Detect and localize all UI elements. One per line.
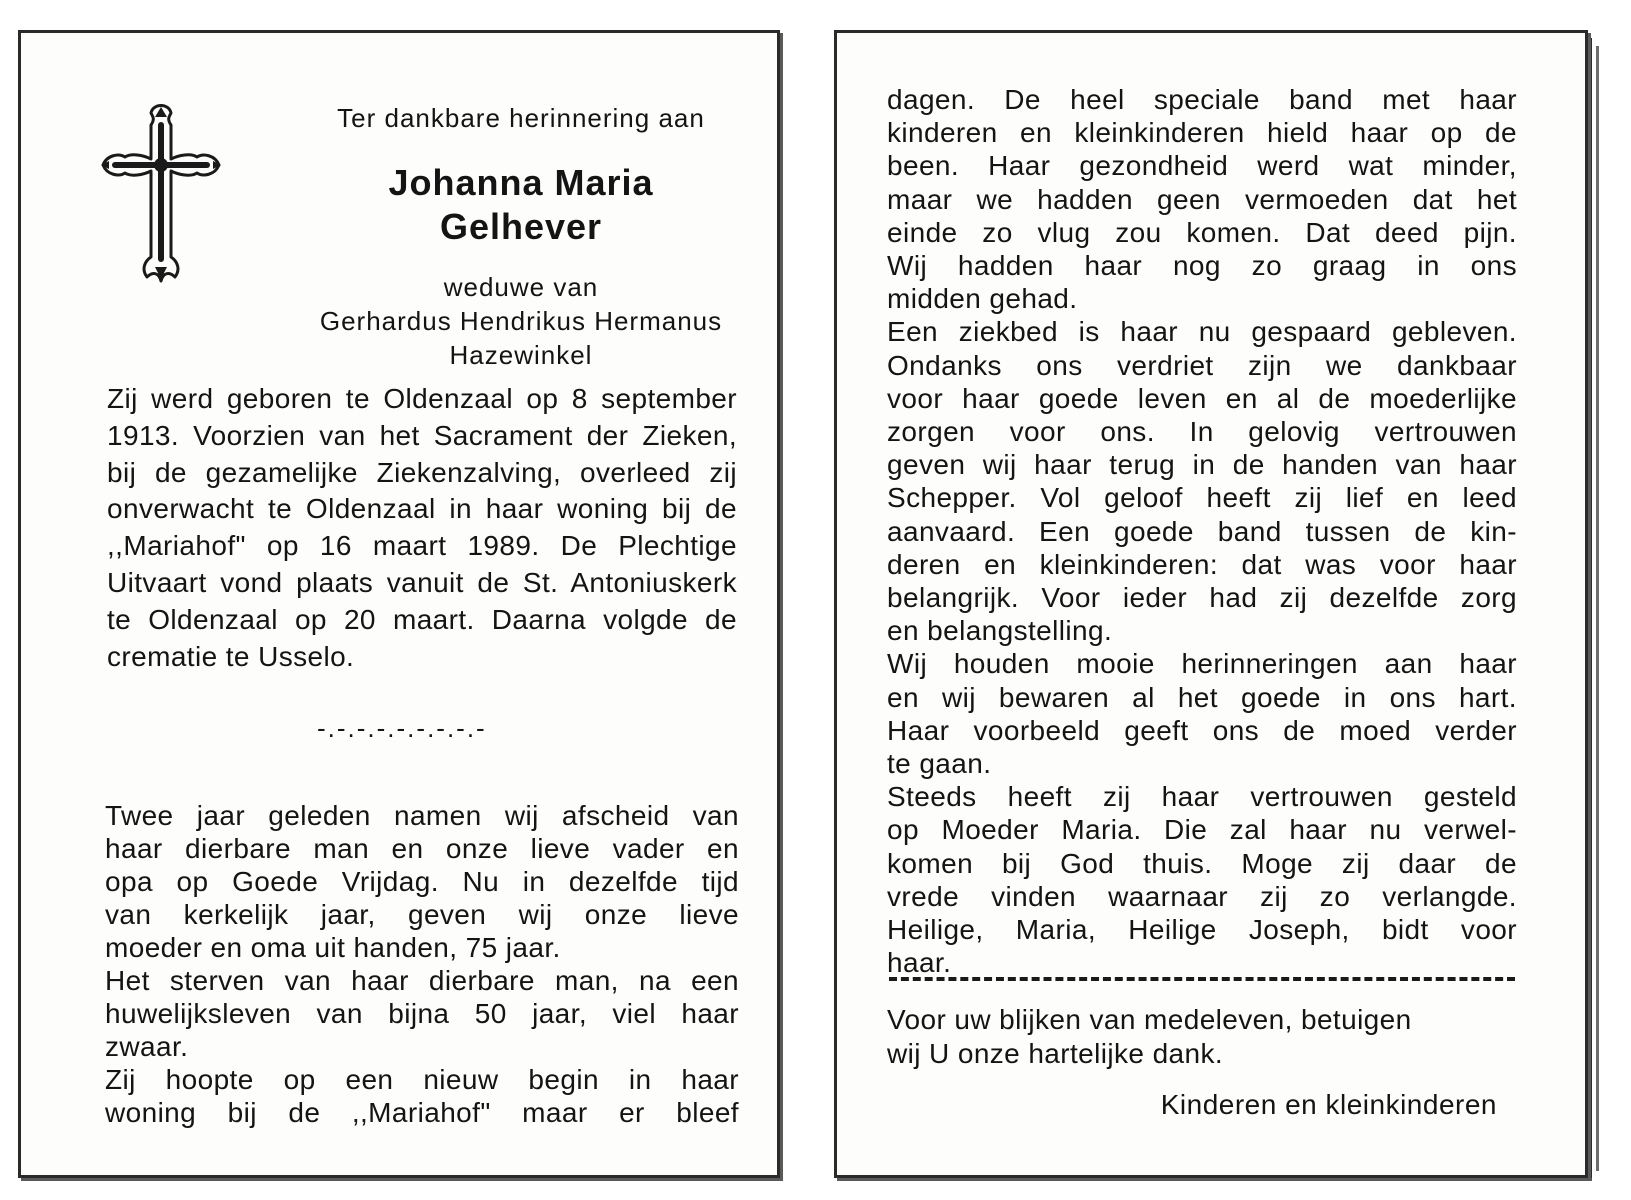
text-line: woning bij de ,,Mariahof" maar er bleef bbox=[105, 1097, 739, 1128]
text-line: op Moeder Maria. Die zal haar nu verwel- bbox=[887, 814, 1517, 846]
text-line: komen bij God thuis. Moge zij daar de bbox=[887, 847, 1517, 879]
text-line: Schepper. Vol geloof heeft zij lief en leed bbox=[887, 482, 1517, 514]
remembrance-text bbox=[887, 83, 1517, 979]
text-line: Wij houden mooie herinneringen aan haar bbox=[887, 648, 1517, 680]
text-line: midden gehad. bbox=[887, 283, 1078, 315]
story-paragraph bbox=[105, 799, 739, 1129]
text-line: en wij bewaren al het goede in ons hart. bbox=[887, 681, 1517, 713]
text-line: been. Haar gezondheid werd wat minder, bbox=[887, 150, 1517, 182]
text-line: belangrijk. Voor ieder had zij dezelfde zorg bbox=[887, 582, 1517, 614]
text-line: geven wij haar terug in de handen van haar bbox=[887, 449, 1517, 481]
text-line: moeder en oma uit handen, 75 jaar. bbox=[105, 932, 561, 963]
text-line: maar we hadden geen vermoeden dat het bbox=[887, 183, 1517, 215]
text-line: kinderen en kleinkinderen hield haar op de bbox=[887, 117, 1517, 149]
spouse-name-line1: Gerhardus Hendrikus Hermanus bbox=[319, 306, 723, 336]
card-stack-edge bbox=[1596, 46, 1599, 1171]
card-stack-edge bbox=[840, 1178, 1592, 1181]
text-line: huwelijksleven van bijna 50 jaar, viel haar bbox=[105, 998, 739, 1029]
dashed-divider bbox=[889, 977, 1515, 981]
text-line: Ondanks ons verdriet zijn we dankbaar bbox=[887, 349, 1517, 381]
widow-of-label: weduwe van bbox=[443, 272, 599, 302]
text-line: Haar voorbeeld geeft ons de moed verder bbox=[887, 714, 1517, 746]
text-line: haar. bbox=[887, 947, 952, 979]
memorial-card-front bbox=[18, 30, 780, 1178]
text-line: dagen. De heel speciale band met haar bbox=[887, 84, 1517, 115]
text-line: deren en kleinkinderen: dat was voor haar bbox=[887, 548, 1517, 580]
text-line: Het sterven van haar dierbare man, na een bbox=[105, 965, 739, 996]
text-line: wij U onze hartelijke dank. bbox=[887, 1038, 1224, 1069]
text-line: haar dierbare man en onze lieve vader en bbox=[105, 833, 739, 864]
text-line: zorgen voor ons. In gelovig vertrouwen bbox=[887, 416, 1517, 448]
text-line: Steeds heeft zij haar vertrouwen gesteld bbox=[887, 781, 1517, 813]
memorial-card-back bbox=[834, 30, 1588, 1178]
birth-death-paragraph: Zij werd geboren te Oldenzaal op 8 september 1913. Voorzien van het Sacrament der Zieken, bij de gezamelijke Ziekenzalving, overleed zij onverwacht te Oldenzaal in haar woning bij de ,,Mariahof" op 16 maart 1989. De Plechtige Uitvaart vond plaats vanuit de St. Antoniuskerk te Oldenzaal op 20 maart. Daarna volgde de crematie te Usselo. bbox=[107, 383, 737, 672]
text-line: Twee jaar geleden namen wij afscheid van bbox=[105, 800, 739, 831]
deceased-name-line1: Johanna Maria bbox=[388, 162, 654, 203]
text-line: voor haar goede leven en al de moederlijke bbox=[887, 382, 1517, 414]
text-line: aanvaard. Een goede band tussen de kin- bbox=[887, 515, 1517, 547]
deceased-name-line2: Gelhever bbox=[439, 206, 603, 247]
card-stack-edge bbox=[1588, 38, 1592, 1178]
signature-line: Kinderen en kleinkinderen bbox=[1160, 1089, 1497, 1120]
dotted-divider: -.-.-.-.-.-.-.-.- bbox=[317, 713, 487, 743]
text-line: zwaar. bbox=[105, 1031, 189, 1062]
text-line: Heilige, Maria, Heilige Joseph, bidt voor bbox=[887, 914, 1517, 946]
thanks-paragraph bbox=[887, 1003, 1517, 1071]
text-line: opa op Goede Vrijdag. Nu in dezelfde tijd bbox=[105, 866, 739, 897]
cross-icon bbox=[99, 99, 223, 285]
text-line: Voor uw blijken van medeleven, betuigen bbox=[887, 1004, 1412, 1035]
intro-line: Ter dankbare herinnering aan bbox=[337, 103, 705, 133]
text-line: van kerkelijk jaar, geven wij onze lieve bbox=[105, 899, 739, 930]
text-line: Wij hadden haar nog zo graag in ons bbox=[887, 250, 1517, 282]
text-line: Zij hoopte op een nieuw begin in haar bbox=[105, 1064, 739, 1095]
text-line: einde zo vlug zou komen. Dat deed pijn. bbox=[887, 216, 1517, 248]
spouse-name-line2: Hazewinkel bbox=[449, 340, 593, 370]
text-line: te gaan. bbox=[887, 748, 992, 780]
text-line: en belangstelling. bbox=[887, 615, 1113, 647]
text-line: Een ziekbed is haar nu gespaard gebleven. bbox=[887, 316, 1517, 348]
text-line: vrede vinden waarnaar zij zo verlangde. bbox=[887, 880, 1517, 912]
